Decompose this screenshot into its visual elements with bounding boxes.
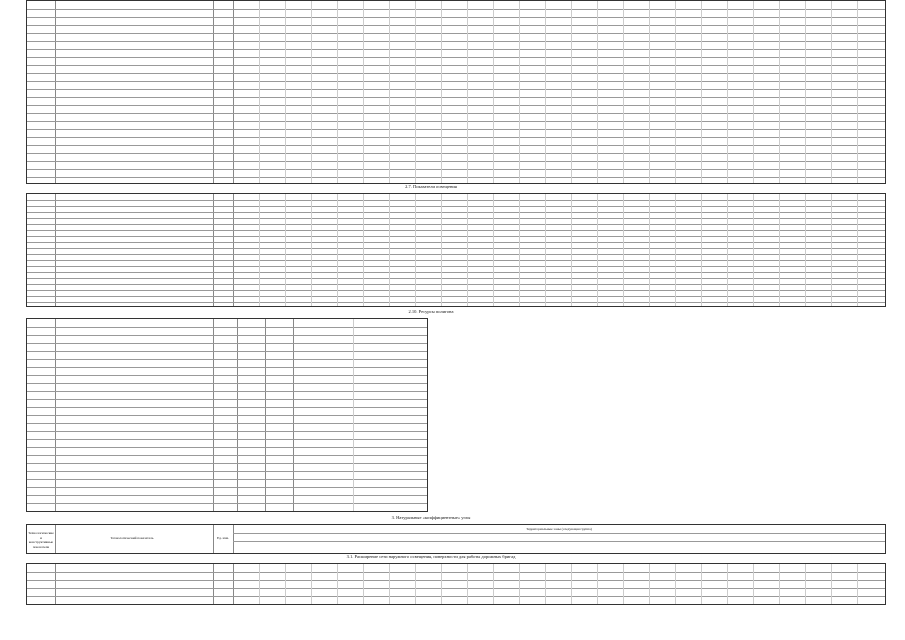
- table-column-rule: [597, 564, 598, 604]
- table-column-rule: [493, 194, 494, 306]
- table-column-rule: [519, 564, 520, 604]
- table-row-rule: [27, 73, 885, 74]
- table-row-rule: [27, 17, 885, 18]
- table-column-rule: [545, 1, 546, 183]
- table-row-rule: [27, 415, 427, 416]
- table-row-rule: [27, 479, 427, 480]
- table-row-rule: [27, 81, 885, 82]
- header-zones: Территориальные зоны (следующая группа): [526, 527, 592, 531]
- table-row-rule: [27, 89, 885, 90]
- table-row-rule: [27, 272, 885, 273]
- table-row-rule: [27, 290, 885, 291]
- table-row-rule: [27, 242, 885, 243]
- table-block-3: [26, 318, 428, 512]
- table-column-rule: [701, 564, 702, 604]
- table-row-rule: [27, 230, 885, 231]
- table-column-rule: [649, 194, 650, 306]
- table-row-rule: [27, 503, 427, 504]
- table-row-rule: [27, 572, 885, 573]
- table-row-rule: [27, 129, 885, 130]
- header-tech: Технологический показатель: [110, 536, 154, 540]
- table-row-rule: [27, 487, 427, 488]
- table-column-rule: [311, 194, 312, 306]
- table-row-rule: [27, 302, 885, 303]
- table-row-rule: [27, 137, 885, 138]
- table-row-rule: [27, 218, 885, 219]
- table-column-rule: [285, 564, 286, 604]
- table-row-rule: [27, 407, 427, 408]
- table-column-rule: [353, 319, 354, 511]
- table-column-rule: [337, 564, 338, 604]
- table-row-rule: [27, 236, 885, 237]
- table-row-rule: [27, 57, 885, 58]
- table-row-rule: [27, 439, 427, 440]
- table-column-rule: [493, 1, 494, 183]
- table-column-rule: [467, 194, 468, 306]
- table-column-rule: [805, 194, 806, 306]
- table-column-rule: [571, 194, 572, 306]
- table-row-rule: [27, 495, 427, 496]
- table-row-rule: [27, 113, 885, 114]
- table-column-rule: [389, 1, 390, 183]
- table-row-rule: [27, 121, 885, 122]
- table-row-rule: [27, 455, 427, 456]
- table-column-rule: [779, 194, 780, 306]
- table-column-rule: [649, 1, 650, 183]
- table-column-rule: [545, 564, 546, 604]
- table-column-rule: [675, 564, 676, 604]
- table-block-2: [26, 193, 886, 307]
- section-title-3-1: 3.1. Расширение сети наружного освещения, поверхности для работы дорожных бригад: [346, 554, 516, 559]
- table-row-rule: [27, 335, 427, 336]
- table-column-rule: [753, 194, 754, 306]
- table-column-rule: [753, 564, 754, 604]
- table-row-rule: [27, 596, 885, 597]
- table-column-rule: [857, 564, 858, 604]
- table-row-rule: [27, 463, 427, 464]
- table-row-rule: [27, 423, 427, 424]
- table-row-rule: [27, 351, 427, 352]
- table-column-rule: [675, 1, 676, 183]
- table-column-rule: [519, 194, 520, 306]
- table-column-rule: [727, 194, 728, 306]
- table-row-rule: [27, 9, 885, 10]
- table-column-rule: [441, 194, 442, 306]
- table-column-rule: [701, 194, 702, 306]
- table-column-rule: [571, 1, 572, 183]
- table-block-4-header: [26, 524, 886, 554]
- table-column-rule: [415, 1, 416, 183]
- table-row-rule: [27, 224, 885, 225]
- table-column-rule: [623, 194, 624, 306]
- table-row-rule: [27, 359, 427, 360]
- table-column-rule: [259, 194, 260, 306]
- table-column-rule: [415, 194, 416, 306]
- table-row-rule: [27, 383, 427, 384]
- table-row-rule: [27, 296, 885, 297]
- table-column-rule: [467, 564, 468, 604]
- table-row-rule: [27, 391, 427, 392]
- table-row-rule: [27, 97, 885, 98]
- table-column-rule: [259, 1, 260, 183]
- table-row-rule: [27, 161, 885, 162]
- table-column-rule: [831, 194, 832, 306]
- table-row-rule: [27, 153, 885, 154]
- table-column-rule: [311, 564, 312, 604]
- table-row-rule: [27, 49, 885, 50]
- table-column-rule: [519, 1, 520, 183]
- table-row-rule: [27, 169, 885, 170]
- table-row-rule: [27, 25, 885, 26]
- table-row-rule: [27, 105, 885, 106]
- section-title-3: 3. Натуральные «коэффициентные» углы: [391, 515, 471, 520]
- table-row-rule: [27, 327, 427, 328]
- table-row-rule: [27, 206, 885, 207]
- section-title-2-7: 2.7. Показатели освещения: [405, 184, 457, 189]
- table-row-rule: [27, 41, 885, 42]
- table-row-rule: [27, 278, 885, 279]
- table-column-rule: [597, 194, 598, 306]
- table-column-rule: [389, 564, 390, 604]
- header-unit: Ед. изм.: [217, 536, 229, 540]
- table-row-rule: [27, 588, 885, 589]
- table-row-rule: [27, 200, 885, 201]
- table-block-1: [26, 0, 886, 184]
- table-row-rule: [27, 177, 885, 178]
- table-column-rule: [623, 1, 624, 183]
- table-row-rule: [27, 248, 885, 249]
- table-column-rule: [363, 564, 364, 604]
- table-row-rule: [27, 431, 427, 432]
- table-column-rule: [727, 1, 728, 183]
- table-column-rule: [623, 564, 624, 604]
- table-column-rule: [831, 564, 832, 604]
- table-column-rule: [779, 1, 780, 183]
- table-row-rule: [27, 33, 885, 34]
- table-row-rule: [27, 284, 885, 285]
- table-column-rule: [415, 564, 416, 604]
- table-column-rule: [727, 564, 728, 604]
- table-column-rule: [441, 1, 442, 183]
- table-column-rule: [545, 194, 546, 306]
- table-column-rule: [675, 194, 676, 306]
- table-block-4: [26, 563, 886, 605]
- table-column-rule: [779, 564, 780, 604]
- table-row-rule: [27, 254, 885, 255]
- table-column-rule: [597, 1, 598, 183]
- table-row-rule: [27, 145, 885, 146]
- table-column-rule: [363, 1, 364, 183]
- table-column-rule: [441, 564, 442, 604]
- table-row-rule: [27, 260, 885, 261]
- table-column-rule: [571, 564, 572, 604]
- table-column-rule: [649, 564, 650, 604]
- table-row-rule: [27, 399, 427, 400]
- table-column-rule: [337, 194, 338, 306]
- table-column-rule: [805, 564, 806, 604]
- header-tech-indicators: Технологические и конструктивные показатели: [28, 531, 54, 549]
- table-column-rule: [259, 564, 260, 604]
- table-column-rule: [857, 1, 858, 183]
- table-row-rule: [27, 343, 427, 344]
- table-column-rule: [363, 194, 364, 306]
- table-column-rule: [285, 194, 286, 306]
- table-row-rule: [27, 65, 885, 66]
- table-column-rule: [389, 194, 390, 306]
- table-column-rule: [857, 194, 858, 306]
- table-column-rule: [493, 564, 494, 604]
- table-row-rule: [27, 212, 885, 213]
- table-column-rule: [285, 1, 286, 183]
- table-row-rule: [27, 580, 885, 581]
- table-column-rule: [831, 1, 832, 183]
- table-row-rule: [27, 471, 427, 472]
- table-column-rule: [753, 1, 754, 183]
- table-row-rule: [27, 266, 885, 267]
- table-row-rule: [27, 367, 427, 368]
- table-column-rule: [467, 1, 468, 183]
- table-column-rule: [701, 1, 702, 183]
- section-title-2-10: 2.10. Ресурсы полигона: [408, 309, 454, 314]
- table-column-rule: [805, 1, 806, 183]
- table-column-rule: [311, 1, 312, 183]
- table-row-rule: [27, 447, 427, 448]
- table-row-rule: [27, 375, 427, 376]
- table-column-rule: [337, 1, 338, 183]
